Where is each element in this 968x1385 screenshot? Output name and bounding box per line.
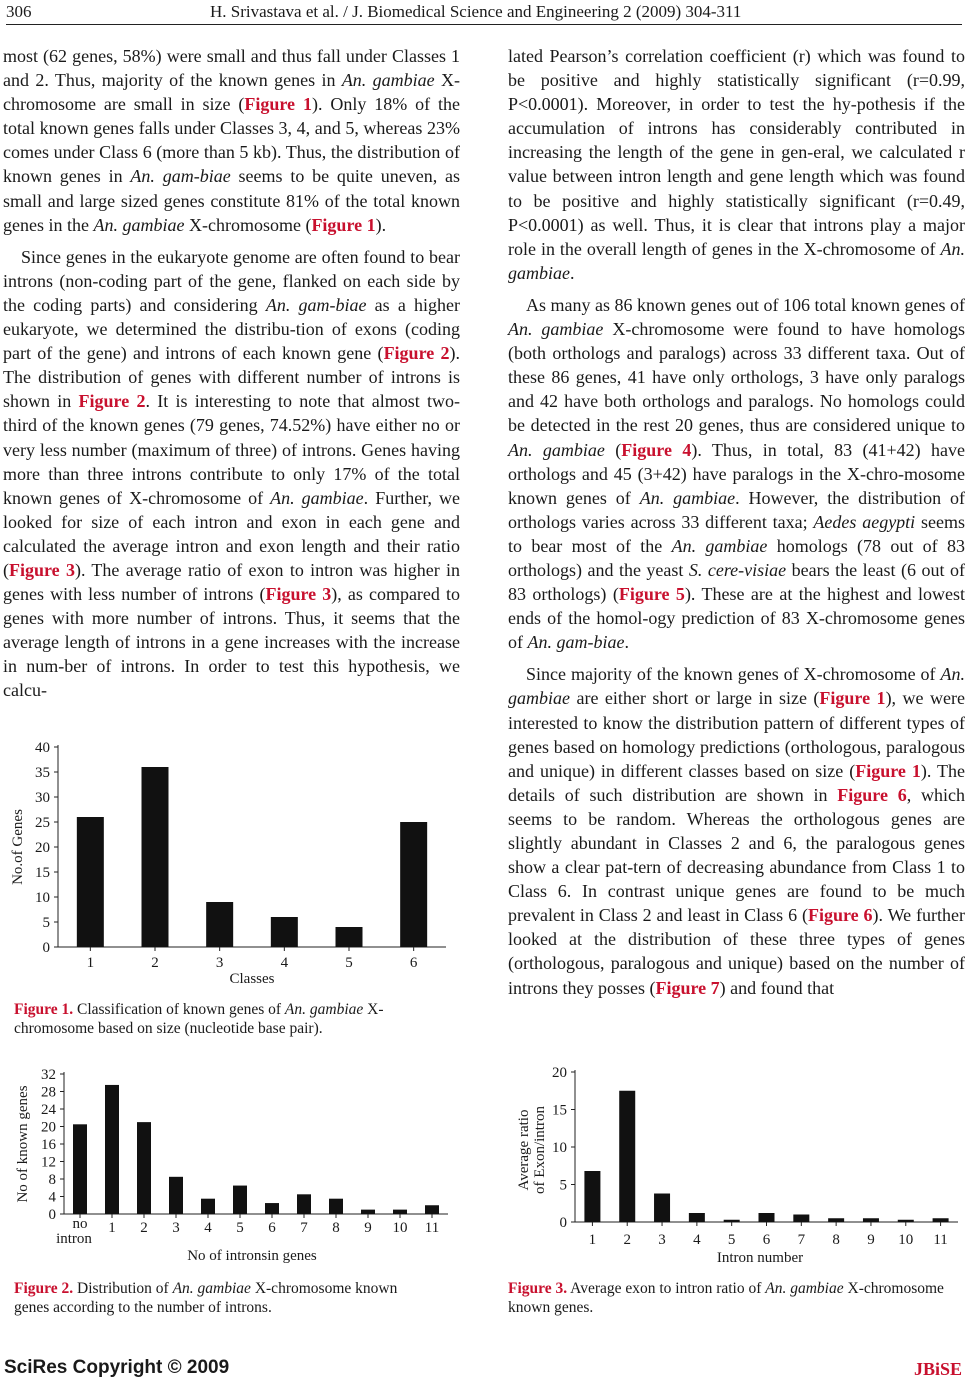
- species-name: An. gambiae: [639, 487, 736, 508]
- species-name: Aedes aegypti: [813, 511, 916, 532]
- species-name: S. cere-visiae: [688, 559, 787, 580]
- figure-3-caption: [508, 1279, 948, 1317]
- y-tick-label: 15: [35, 865, 50, 881]
- figure-1-chart: [0, 735, 470, 995]
- caption-text: Classification of known genes of: [73, 1001, 285, 1018]
- figure-link[interactable]: Figure 5: [618, 584, 685, 605]
- figure-link[interactable]: Figure 2: [78, 391, 146, 412]
- x-tick-label: 3: [658, 1232, 666, 1248]
- y-tick-label: 24: [41, 1102, 56, 1118]
- species-name: An. gambiae: [508, 319, 604, 340]
- text-run: X-chromosome (: [184, 214, 312, 235]
- x-tick-label: 4: [280, 955, 289, 971]
- text-run: (: [604, 439, 622, 460]
- text-run: bears the least (6 out of 83 orthologs) (: [508, 559, 965, 605]
- bar: [863, 1218, 879, 1222]
- species-name: An. gambiae: [765, 1280, 844, 1297]
- caption-label: Figure 3.: [508, 1280, 568, 1297]
- y-tick-label: 16: [41, 1137, 56, 1153]
- text-run: .: [570, 262, 575, 283]
- x-tick-label: 9: [364, 1220, 372, 1236]
- figure-1: [0, 735, 470, 995]
- running-head: H. Srivastava et al. / J. Biomedical Science and Engineering 2 (2009) 304-311: [210, 2, 742, 21]
- bar: [393, 1210, 407, 1214]
- x-tick-label: 11: [424, 1220, 440, 1236]
- text-run: ). The details of such distribution are shown in: [508, 760, 965, 805]
- bar: [898, 1220, 914, 1222]
- caption-text: X-chromosome known genes.: [508, 1280, 944, 1316]
- text-run: ). We further looked at the distribution of these three types of genes (orthologous, paralogous and unique) based on the number of introns they posses (: [508, 905, 965, 998]
- x-tick-label: 3: [172, 1220, 180, 1236]
- page-header: [0, 0, 968, 26]
- figure-link[interactable]: Figure 3: [265, 584, 332, 605]
- bar: [400, 822, 427, 947]
- y-axis-label: of Exon/intron: [532, 1106, 548, 1194]
- text-run: X-chromosome are small in size (: [3, 70, 461, 115]
- bar: [137, 1122, 151, 1214]
- text-run: . It is interesting to note that almost two-third of the known genes (79 genes, 74.52%) have either no or very less number (maximum of three) of introns. Genes having more than three introns contribute to only 17% of the total known genes of X-chromosome of: [3, 391, 460, 508]
- x-tick-label: 10: [392, 1220, 408, 1236]
- species-name: An. gambiae: [508, 238, 965, 283]
- y-tick-label: 12: [41, 1154, 56, 1171]
- paragraph: [508, 293, 965, 654]
- x-tick-label: 4: [693, 1232, 701, 1248]
- text-run: Since genes in the eukaryote genome are often found to bear introns (non-coding part of the gene, flanked on each side by the coding parts) and considering: [3, 246, 460, 315]
- right-column-text: [508, 44, 965, 1000]
- bar: [271, 917, 298, 947]
- bar: [142, 767, 169, 947]
- figure-link[interactable]: Figure 7: [655, 977, 720, 998]
- x-tick-label: 2: [623, 1232, 631, 1248]
- y-tick-label: 20: [35, 840, 50, 856]
- y-tick-label: 5: [42, 915, 50, 931]
- bar: [361, 1210, 375, 1214]
- y-tick-label: 30: [35, 790, 50, 806]
- bar: [759, 1213, 775, 1222]
- bar: [265, 1203, 279, 1214]
- figure-link[interactable]: Figure 1: [819, 688, 886, 709]
- x-axis-label: No of intronsin genes: [187, 1248, 317, 1264]
- y-tick-label: 25: [35, 815, 50, 831]
- x-tick-label: 1: [588, 1232, 597, 1248]
- x-tick-label: 5: [727, 1232, 736, 1248]
- text-run: ) and found that: [719, 977, 835, 998]
- caption-label: Figure 2.: [14, 1280, 74, 1297]
- bar: [724, 1220, 740, 1222]
- paragraph: [3, 245, 460, 703]
- x-tick-label: [56, 1216, 92, 1247]
- x-tick-label: 11: [933, 1232, 948, 1248]
- text-run: lated Pearson’s correlation coefficient (r) which was found to be positive and highly statistically significant (r=0.99, P<0.0001). Moreover, in order to test the hy-pothesis if the accumulation of introns has considerably contributed in increasing the length of the gene in gen-eral, we calculated r value between intron length and gene length which was found to be positive and highly statistically significant (r=0.49, P<0.0001) as well. Thus, it is clear that introns play a major role in the overall length of genes in the X-chromosome of: [508, 46, 965, 259]
- y-tick-label: 8: [48, 1172, 56, 1188]
- bar: [425, 1205, 439, 1214]
- x-tick-label: 2: [151, 955, 159, 971]
- y-axis-label: Average ratio: [516, 1109, 532, 1191]
- y-tick-label: 32: [41, 1067, 56, 1083]
- footer-journal: JBiSE: [913, 1359, 962, 1379]
- text-run: as a higher eukaryote, we determined the distribu-tion of exons (coding part of the gene) and introns of each known gene (: [3, 294, 461, 364]
- text-run: most (62 genes, 58%) were small and thus fall under Classes 1 and 2. Thus, majority of the known genes in: [3, 46, 460, 91]
- species-name: An. gambiae: [270, 487, 364, 508]
- bar: [77, 817, 104, 947]
- y-tick-label: 15: [552, 1102, 567, 1119]
- bar: [297, 1194, 311, 1214]
- x-tick-label: 8: [332, 1220, 340, 1236]
- x-tick-label: 6: [268, 1220, 276, 1236]
- bar: [654, 1194, 670, 1223]
- x-tick-label: 1: [108, 1220, 116, 1236]
- x-tick-label-line: intron: [56, 1231, 92, 1247]
- paragraph: [3, 44, 460, 237]
- species-name: An. gam-biae: [527, 632, 625, 653]
- x-tick-label: 6: [762, 1232, 771, 1248]
- bar: [201, 1199, 215, 1214]
- y-axis-label: No of known genes: [15, 1085, 31, 1203]
- x-axis-label: Classes: [229, 971, 275, 987]
- y-tick-label: 10: [35, 890, 50, 906]
- x-tick-label: 8: [832, 1232, 840, 1248]
- figure-1-caption: [14, 1000, 454, 1038]
- caption-text: Average exon to intron ratio of: [567, 1280, 766, 1297]
- y-tick-label: 0: [48, 1207, 56, 1223]
- text-run: homologs (78 out of 83 orthologs) and the yeast: [508, 535, 965, 580]
- x-tick-label: 5: [236, 1220, 244, 1236]
- text-run: ), as compared to genes with more number of introns. Thus, it seems that the average length of introns in a gene increases with the increase in num-ber of introns. In order to test this hypothesis, we calcu-: [3, 584, 461, 701]
- figure-link[interactable]: Figure 1: [244, 94, 312, 115]
- figure-2-chart: [0, 1062, 470, 1272]
- footer-copyright: SciRes Copyright © 2009: [4, 1357, 230, 1378]
- figure-link[interactable]: Figure 6: [837, 784, 907, 805]
- x-axis-label: Intron number: [716, 1250, 804, 1266]
- y-axis-label: No.of Genes: [10, 809, 26, 885]
- bar: [584, 1171, 600, 1222]
- y-tick-label: 35: [35, 765, 50, 781]
- text-run: ). The distribution of genes with different number of introns is shown in: [3, 343, 460, 412]
- text-run: seems to be quite uneven, as small and large sized genes constitute 81% of the total known genes in the: [3, 166, 461, 235]
- bar: [689, 1213, 705, 1222]
- caption-text: Distribution of: [73, 1280, 173, 1297]
- y-tick-label: 5: [559, 1177, 567, 1194]
- figure-3: [500, 1060, 968, 1272]
- text-run: ).: [375, 214, 387, 235]
- figure-link[interactable]: Figure 3: [9, 559, 75, 580]
- x-tick-label-line: no: [72, 1216, 88, 1232]
- species-name: An. gambiae: [508, 439, 605, 460]
- y-tick-label: 40: [35, 740, 50, 756]
- bar: [169, 1177, 183, 1214]
- caption-text: X-chromosome known genes according to the number of introns.: [14, 1280, 398, 1316]
- y-tick-label: 4: [48, 1189, 56, 1206]
- figure-3-chart: [500, 1060, 968, 1272]
- y-tick-label: 10: [552, 1140, 567, 1156]
- text-run: As many as 86 known genes out of 106 total known genes of: [526, 294, 965, 315]
- y-tick-label: 20: [41, 1119, 56, 1136]
- bar: [206, 902, 233, 947]
- species-name: An. gam-biae: [130, 166, 231, 187]
- page-number: 306: [6, 2, 32, 21]
- text-run: seems to bear most of the: [508, 511, 965, 556]
- header-rule: [6, 24, 962, 25]
- species-name: An. gambiae: [341, 70, 435, 91]
- x-tick-label: 7: [797, 1232, 806, 1248]
- bar: [933, 1218, 949, 1222]
- figure-link[interactable]: Figure 4: [621, 439, 692, 460]
- bar: [619, 1091, 635, 1222]
- x-tick-label: 2: [140, 1220, 148, 1236]
- text-run: ). Only 18% of the total known genes falls under Classes 3, 4, and 5, whereas 23% comes under Class 6 (more than 5 kb). Thus, the distribution of known genes in: [3, 94, 460, 187]
- y-tick-label: 0: [559, 1215, 567, 1231]
- bar: [105, 1085, 119, 1214]
- figure-2: [0, 1062, 470, 1272]
- caption-label: Figure 1.: [14, 1001, 74, 1018]
- text-run: .: [624, 632, 629, 653]
- figure-2-caption: [14, 1279, 434, 1317]
- text-run: , which seems to be random. Whereas the orthologous genes are slightly abundant in Classes 2 and 6, the paralogous genes show a clear pat-tern of decreasing abundance from Class 1 to Class 6. In contrast unique genes are found to be much prevalent in Class 2 and least in Class 6 (: [508, 784, 965, 926]
- x-tick-label: 9: [867, 1232, 875, 1248]
- figure-link[interactable]: Figure 6: [807, 905, 873, 926]
- species-name: An. gambiae: [284, 1001, 364, 1018]
- y-tick-label: 28: [41, 1084, 56, 1101]
- text-run: . However, the distribution of orthologs varies across 33 different taxa;: [508, 487, 966, 532]
- text-run: ). These are at the highest and lowest ends of the homol-ogy prediction of 83 X-chromosome genes of: [508, 584, 965, 653]
- x-tick-label: 6: [409, 955, 418, 971]
- caption-text: X-chromosome based on size (nucleotide base pair).: [14, 1001, 384, 1037]
- text-run: are either short or large in size (: [570, 688, 820, 709]
- species-name: An. gambiae: [508, 664, 965, 709]
- paragraph: [508, 662, 965, 999]
- y-tick-label: 20: [552, 1065, 567, 1081]
- x-tick-label: 4: [204, 1220, 212, 1236]
- text-run: ). Thus, in total, 83 (41+42) have orthologs and 45 (3+42) have paralogs in the X-chro-mosome known genes of: [508, 439, 965, 508]
- figure-link[interactable]: Figure 1: [311, 214, 376, 235]
- y-tick-label: 0: [42, 940, 50, 956]
- bar: [73, 1124, 87, 1214]
- species-name: An. gambiae: [93, 214, 185, 235]
- paragraph: [508, 44, 965, 285]
- species-name: An. gambiae: [671, 535, 768, 556]
- text-run: ), we were interested to know the distribution pattern of different types of genes based on homology predictions (orthologous, paralogous and unique) in different classes based on size (: [508, 688, 965, 781]
- left-column-text: [3, 44, 460, 703]
- text-run: . Further, we looked for size of each intron and exon in each gene and calculated the average intron and exon length and their ratio (: [3, 487, 461, 580]
- text-run: Since majority of the known genes of X-chromosome of: [526, 664, 941, 685]
- x-tick-label: 7: [300, 1220, 308, 1236]
- bar: [793, 1215, 809, 1223]
- bar: [336, 927, 363, 947]
- figure-link[interactable]: Figure 1: [855, 760, 921, 781]
- x-tick-label: 10: [898, 1232, 914, 1248]
- bar: [233, 1186, 247, 1214]
- bar: [329, 1199, 343, 1214]
- bar: [828, 1218, 844, 1222]
- species-name: An. gam-biae: [265, 294, 367, 315]
- species-name: An. gambiae: [172, 1280, 251, 1297]
- figure-link[interactable]: Figure 2: [383, 343, 450, 364]
- x-tick-label: 1: [86, 955, 95, 971]
- x-tick-label: 3: [215, 955, 224, 971]
- text-run: ). The average ratio of exon to intron was higher in genes with less number of introns (: [3, 559, 460, 605]
- text-run: X-chromosome were found to have homologs (both orthologs and paralogs) across 33 different taxa. Out of these 86 genes, 41 have only orthologs, 3 have only paralogs and 42 have both orthologs and paralogs. No homologs could be detected in the rest 20 genes, thus are considered unique to: [508, 319, 966, 436]
- x-tick-label: 5: [345, 955, 353, 971]
